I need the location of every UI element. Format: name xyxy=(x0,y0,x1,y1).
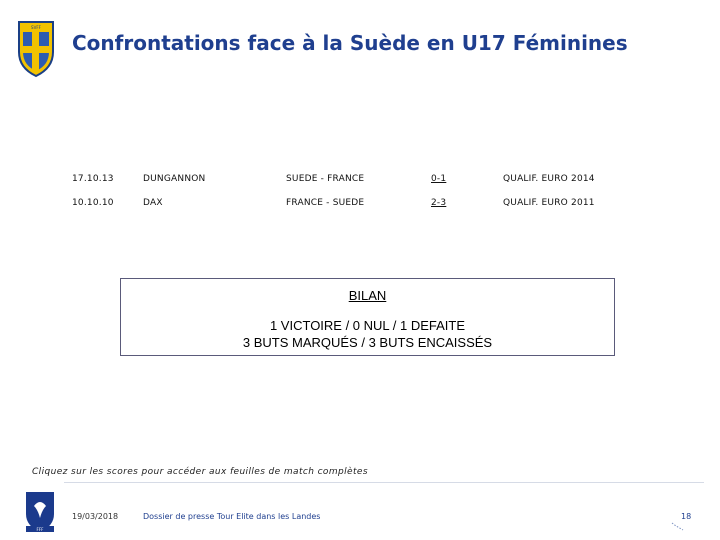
footer-date: 19/03/2018 xyxy=(72,512,119,521)
match-teams: SUEDE - FRANCE xyxy=(286,174,365,184)
bilan-box xyxy=(120,278,615,356)
match-score-link[interactable]: 0-1 xyxy=(431,174,447,184)
svg-text:SVFF: SVFF xyxy=(31,25,41,30)
match-date: 10.10.10 xyxy=(72,198,114,208)
footer-title: Dossier de presse Tour Elite dans les Landes xyxy=(143,512,321,521)
score-link-hint: Cliquez sur les scores pour accéder aux feuilles de match complètes xyxy=(32,467,368,477)
match-teams: FRANCE - SUEDE xyxy=(286,198,365,208)
match-score-link[interactable]: 2-3 xyxy=(431,198,447,208)
page-title: Confrontations face à la Suède en U17 Féminines xyxy=(72,31,628,55)
footer-divider xyxy=(64,482,704,483)
bilan-results: 1 VICTOIRE / 0 NUL / 1 DEFAITE xyxy=(269,318,466,333)
svg-text:FFF: FFF xyxy=(36,527,44,532)
match-competition: QUALIF. EURO 2014 xyxy=(503,174,595,184)
match-row xyxy=(0,198,720,222)
match-venue: DAX xyxy=(143,198,163,208)
match-venue: DUNGANNON xyxy=(143,174,206,184)
match-row xyxy=(0,174,720,198)
swedish-federation-crest-icon xyxy=(16,16,56,78)
match-date: 17.10.13 xyxy=(72,174,114,184)
page-number: 18 xyxy=(681,512,692,521)
decorative-swoosh-icon xyxy=(671,521,685,531)
bilan-title: BILAN xyxy=(348,288,387,303)
matches-list xyxy=(0,174,720,222)
match-competition: QUALIF. EURO 2011 xyxy=(503,198,595,208)
bilan-goals: 3 BUTS MARQUÉS / 3 BUTS ENCAISSÉS xyxy=(242,335,493,350)
fff-logo-icon xyxy=(22,488,58,536)
